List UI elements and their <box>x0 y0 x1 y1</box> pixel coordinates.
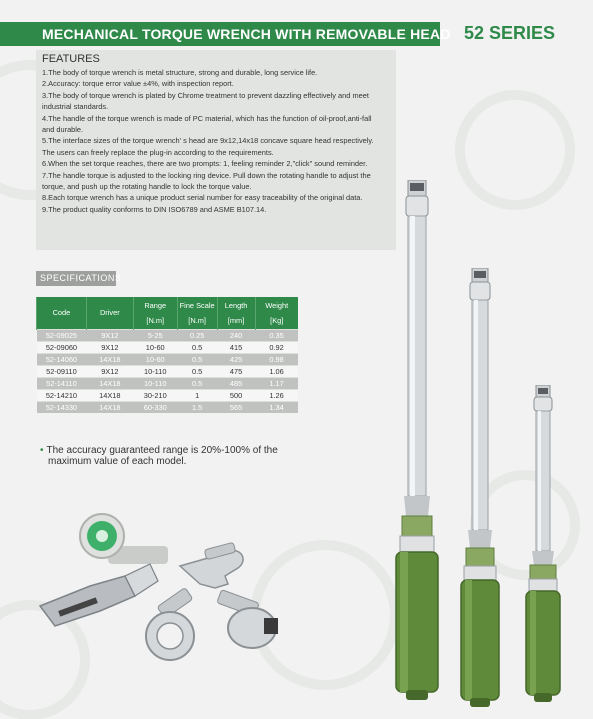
cell-driver: 14X18 <box>86 401 133 413</box>
cell-weight: 0.98 <box>255 353 298 365</box>
cell-range: 5-25 <box>133 329 177 341</box>
cell-length: 415 <box>217 341 255 353</box>
feature-line: 9.The product quality conforms to DIN ISO6789 and ASME B107.14. <box>42 204 267 214</box>
cell-length: 425 <box>217 353 255 365</box>
cell-weight: 1.17 <box>255 377 298 389</box>
feature-line: 7.The handle torque is adjusted to the locking ring device. Pull down the rotating handle to adjust the <box>42 170 371 180</box>
background-gear-icon <box>455 90 575 210</box>
feature-line: 6.When the set torque reaches, there are two prompts: 1, feeling reminder 2,"click" sound reminder. <box>42 159 368 169</box>
header-code: Code <box>37 297 87 329</box>
accuracy-note-line: maximum value of each model. <box>48 456 187 467</box>
specifications-table <box>36 297 298 413</box>
feature-line: 8.Each torque wrench has a unique product serial number for easy traceability of the original data. <box>42 193 363 203</box>
torque-wrench-large-icon <box>392 180 442 700</box>
cell-weight: 1.26 <box>255 389 298 401</box>
feature-line: 3.The body of torque wrench is plated by Chrome treatment to prevent dazzling effectively and meet <box>42 90 369 100</box>
feature-line: 4.The handle of the torque wrench is made of PC material, which has the function of oil-proof,anti-fall <box>42 113 372 123</box>
header-fine-unit: [N.m] <box>177 313 217 329</box>
header-length-unit: [mm] <box>217 313 255 329</box>
feature-line: torque, and push up the rotating handle to lock the torque value. <box>42 182 252 192</box>
cell-range: 60-330 <box>133 401 177 413</box>
cell-fine-scale: 0.25 <box>177 329 217 341</box>
cell-length: 565 <box>217 401 255 413</box>
cell-driver: 14X18 <box>86 377 133 389</box>
cell-driver: 14X18 <box>86 353 133 365</box>
square-drive-head-icon <box>217 590 278 648</box>
feature-line: industrial standards. <box>42 102 109 112</box>
cell-driver: 9X12 <box>86 329 133 341</box>
cell-length: 240 <box>217 329 255 341</box>
green-ratchet-head-icon <box>80 514 168 564</box>
feature-line: 2.Accuracy: torque error value ±4%, with inspection report. <box>42 79 234 89</box>
cell-code: 52-09060 <box>37 341 87 353</box>
header-weight: Weight <box>255 297 298 313</box>
cell-code: 52-09110 <box>37 365 87 377</box>
cell-fine-scale: 1 <box>177 389 217 401</box>
adjustable-wrench-head-icon <box>40 564 158 626</box>
cell-driver: 9X12 <box>86 365 133 377</box>
cell-driver: 14X18 <box>86 389 133 401</box>
specifications-heading: SPECIFICATIONS <box>36 271 116 286</box>
cell-fine-scale: 0.5 <box>177 365 217 377</box>
ring-head-icon <box>146 588 194 660</box>
cell-code: 52-14060 <box>37 353 87 365</box>
cell-weight: 1.34 <box>255 401 298 413</box>
cell-weight: 0.92 <box>255 341 298 353</box>
header-weight-unit: [Kg] <box>255 313 298 329</box>
table-row <box>37 401 299 413</box>
cell-fine-scale: 0.5 <box>177 353 217 365</box>
accuracy-note-line: The accuracy guaranteed range is 20%-100% of the <box>46 445 278 456</box>
cell-length: 500 <box>217 389 255 401</box>
cell-length: 485 <box>217 377 255 389</box>
cell-range: 10-60 <box>133 353 177 365</box>
cell-length: 475 <box>217 365 255 377</box>
cell-driver: 9X12 <box>86 341 133 353</box>
cell-code: 52-14110 <box>37 377 87 389</box>
cell-weight: 0.35 <box>255 329 298 341</box>
torque-wrench-medium-icon <box>458 268 502 708</box>
table-row <box>37 389 299 401</box>
header-driver: Driver <box>86 297 133 329</box>
cell-code: 52-14210 <box>37 389 87 401</box>
accuracy-note <box>40 445 290 467</box>
series-label: 52 SERIES <box>463 23 555 43</box>
cell-range: 10-60 <box>133 341 177 353</box>
torque-wrench-small-icon <box>524 385 562 703</box>
cell-weight: 1.06 <box>255 365 298 377</box>
table-row <box>37 377 299 389</box>
header-fine-scale: Fine Scale <box>177 297 217 313</box>
header-range: Range <box>133 297 177 313</box>
page-title: MECHANICAL TORQUE WRENCH WITH REMOVABLE HEAD <box>42 26 451 42</box>
open-end-head-icon <box>180 542 243 588</box>
cell-code: 52-09025 <box>37 329 87 341</box>
cell-code: 52-14330 <box>37 401 87 413</box>
cell-range: 10-110 <box>133 365 177 377</box>
feature-line: The users can freely replace the plug-in according to the requirements. <box>42 147 274 157</box>
table-row <box>37 353 299 365</box>
features-list <box>42 67 402 215</box>
feature-line: 5.The interface sizes of the torque wrench' s head are 9x12,14x18 concave square head respectively. <box>42 136 374 146</box>
cell-range: 30-210 <box>133 389 177 401</box>
feature-line: and durable. <box>42 125 84 135</box>
table-row <box>37 341 299 353</box>
bullet-icon: • <box>40 445 44 456</box>
cell-range: 10-110 <box>133 377 177 389</box>
cell-fine-scale: 1.5 <box>177 401 217 413</box>
table-row <box>37 329 299 341</box>
accessory-heads-illustration <box>30 506 290 686</box>
cell-fine-scale: 0.5 <box>177 377 217 389</box>
header-range-unit: [N.m] <box>133 313 177 329</box>
features-heading: FEATURES <box>42 53 100 65</box>
header-length: Length <box>217 297 255 313</box>
feature-line: 1.The body of torque wrench is metal structure, strong and durable, long service life. <box>42 68 318 77</box>
cell-fine-scale: 0.5 <box>177 341 217 353</box>
table-row <box>37 365 299 377</box>
